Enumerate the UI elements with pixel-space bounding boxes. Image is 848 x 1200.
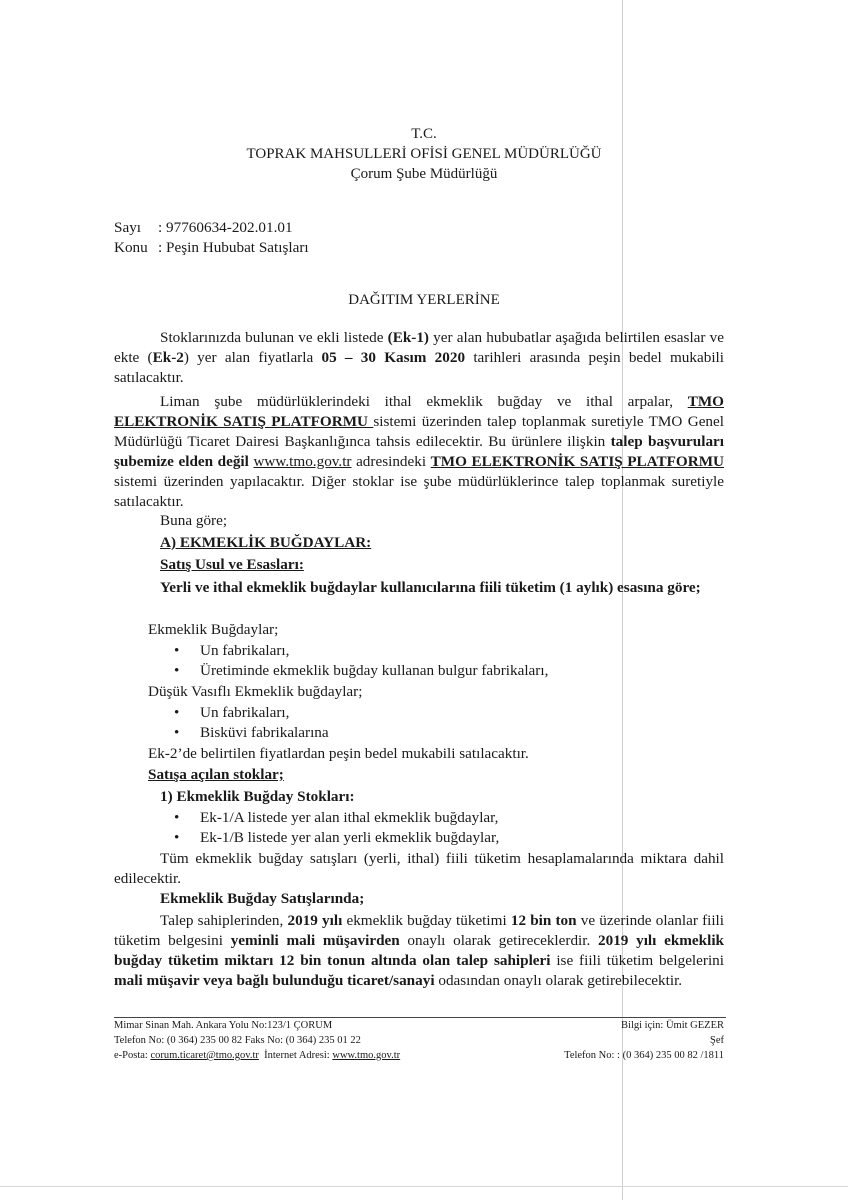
list-item	[174, 829, 499, 847]
bullet-icon: •	[174, 829, 180, 846]
list-item	[174, 662, 548, 680]
p2-platform-1: TMO ELEKTRONİK SATIŞ PLATFORMU	[114, 393, 724, 430]
bullet-icon: •	[174, 642, 180, 659]
p2-text-3: adresindeki	[351, 453, 431, 470]
pl-text-6: odasından onaylı olarak getirebilecektir.	[434, 972, 683, 989]
footer-email-label: e-Posta:	[114, 1050, 151, 1061]
recipient: DAĞITIM YERLERİNE	[348, 292, 500, 308]
yerli-ithal-text: Yerli ve ithal ekmeklik buğdaylar kullanıcılarına fiili tüketim (1 aylık) esasına göre;	[160, 579, 701, 596]
p1-text-2: yer alan hububatlar aşağıda belirtilen esaslar ve ekte (	[114, 329, 724, 366]
bullet-icon: •	[174, 662, 180, 679]
pl-text-1: Talep sahiplerinden,	[160, 912, 288, 929]
section-a-heading: A) EKMEKLİK BUĞDAYLAR:	[160, 534, 372, 551]
footer-email-link[interactable]: corum.ticaret@tmo.gov.tr	[150, 1050, 259, 1061]
footer-info: Bilgi için: Ümit GEZER	[621, 1020, 724, 1031]
p1-text-1: Stoklarınızda bulunan ve ekli listede	[160, 329, 388, 346]
p2-text-1: Liman şube müdürlüklerindeki ithal ekmeklik buğday ve ithal arpalar,	[160, 393, 688, 410]
p2-text-4: sistemi üzerinden yapılacaktır. Diğer stoklar ise şube müdürlüklerince talep toplanmak suretiyle satılacaktır.	[114, 473, 724, 510]
p2-text-2: sistemi üzerinden talep toplanmak suretiyle TMO Genel Müdürlüğü Ticaret Dairesi Başkanlığınca tahsis edilecektir. Bu ürünlere ilişkin	[114, 413, 724, 450]
pl-bold-2: 12 bin ton	[510, 912, 577, 929]
list-item	[174, 809, 498, 827]
header-branch: Çorum Şube Müdürlüğü	[350, 166, 498, 182]
pl-text-2: ekmeklik buğday tüketimi	[342, 912, 511, 929]
pl-bold-1: 2019 yılı	[287, 912, 343, 929]
p1-text-4: tarihleri arasında peşin bedel mukabili satılacaktır.	[114, 349, 724, 386]
footer-phone-2: Telefon No: : (0 364) 235 00 82 /1811	[564, 1050, 724, 1061]
list-item-text: Ek-1/B listede yer alan yerli ekmeklik buğdaylar,	[200, 829, 500, 846]
p2-website-link[interactable]: www.tmo.gov.tr	[253, 453, 352, 470]
pl-text-3: ve üzerinde olanlar fiili tüketim belgesini	[114, 912, 724, 949]
ek2-line: Ek-2’de belirtilen fiyatlardan peşin bedel mukabili satılacaktır.	[148, 745, 529, 762]
paragraph-last	[114, 911, 724, 991]
list-item-text: Un fabrikaları,	[200, 642, 290, 659]
dusuk-vasifli-label: Düşük Vasıflı Ekmeklik buğdaylar;	[148, 683, 363, 700]
p1-ek2: Ek-2	[152, 349, 184, 366]
list-item	[174, 724, 329, 742]
tum-ekmeklik-text: Tüm ekmeklik buğday satışları (yerli, ithal) fiili tüketim hesaplamalarında miktara dahil edilecektir.	[114, 850, 724, 887]
list-item	[174, 642, 289, 660]
footer-web-link[interactable]: www.tmo.gov.tr	[332, 1050, 401, 1061]
bullet-icon: •	[174, 704, 180, 721]
pl-text-5: ise fiili tüketim belgelerini	[550, 952, 724, 969]
p1-text-3: ) yer alan fiyatlarla	[183, 349, 322, 366]
buna-gore: Buna göre;	[160, 512, 228, 529]
pl-bold-4: 2019 yılı ekmeklik buğday tüketim miktarı 12 bin tonun altında olan talep sahipleri	[114, 932, 724, 969]
list-item-text: Bisküvi fabrikalarına	[200, 724, 329, 741]
footer-contact	[114, 1050, 400, 1061]
header-organization: TOPRAK MAHSULLERİ OFİSİ GENEL MÜDÜRLÜĞÜ	[246, 146, 602, 162]
p2-platform-2: TMO ELEKTRONİK SATIŞ PLATFORMU	[430, 453, 724, 470]
stok-heading: 1) Ekmeklik Buğday Stokları:	[160, 788, 355, 805]
pl-bold-5: mali müşavir veya bağlı bulunduğu ticaret/sanayi	[114, 972, 435, 989]
pl-bold-3: yeminli mali müşavirden	[230, 932, 400, 949]
ekmeklik-bugdaylar-label: Ekmeklik Buğdaylar;	[148, 621, 279, 638]
konu-label: Konu	[114, 239, 148, 256]
header-tc: T.C.	[411, 126, 437, 142]
list-item	[174, 704, 289, 722]
footer-address: Mimar Sinan Mah. Ankara Yolu No:123/1 ÇORUM	[114, 1020, 333, 1031]
list-item-text: Ek-1/A listede yer alan ithal ekmeklik buğdaylar,	[200, 809, 499, 826]
p2-bold-notice: talep başvuruları şubemize elden değil	[114, 433, 724, 470]
bullet-icon: •	[174, 724, 180, 741]
scan-edge-line	[0, 1186, 848, 1187]
p1-ek1: (Ek-1)	[387, 329, 429, 346]
footer-web-label: İnternet Adresi:	[258, 1050, 333, 1061]
sayi-value: : 97760634-202.01.01	[158, 219, 293, 236]
paragraph-2	[114, 392, 724, 512]
satisa-acilan-heading: Satışa açılan stoklar;	[148, 766, 284, 783]
satis-usul-heading: Satış Usul ve Esasları:	[160, 556, 304, 573]
list-item-text: Un fabrikaları,	[200, 704, 290, 721]
satislarinda-heading: Ekmeklik Buğday Satışlarında;	[160, 890, 365, 907]
list-item-text: Üretiminde ekmeklik buğday kullanan bulgur fabrikaları,	[200, 662, 549, 679]
footer-phone: Telefon No: (0 364) 235 00 82 Faks No: (0 364) 235 01 22	[114, 1035, 361, 1046]
paragraph-1	[114, 328, 724, 388]
bullet-icon: •	[174, 809, 180, 826]
p1-date-range: 05 – 30 Kasım 2020	[321, 349, 466, 366]
footer-divider	[114, 1017, 726, 1018]
pl-text-4: onaylı olarak getireceklerdir.	[399, 932, 598, 949]
sayi-label: Sayı	[114, 219, 142, 236]
konu-value: : Peşin Hububat Satışları	[158, 239, 309, 256]
footer-title: Şef	[710, 1035, 724, 1046]
